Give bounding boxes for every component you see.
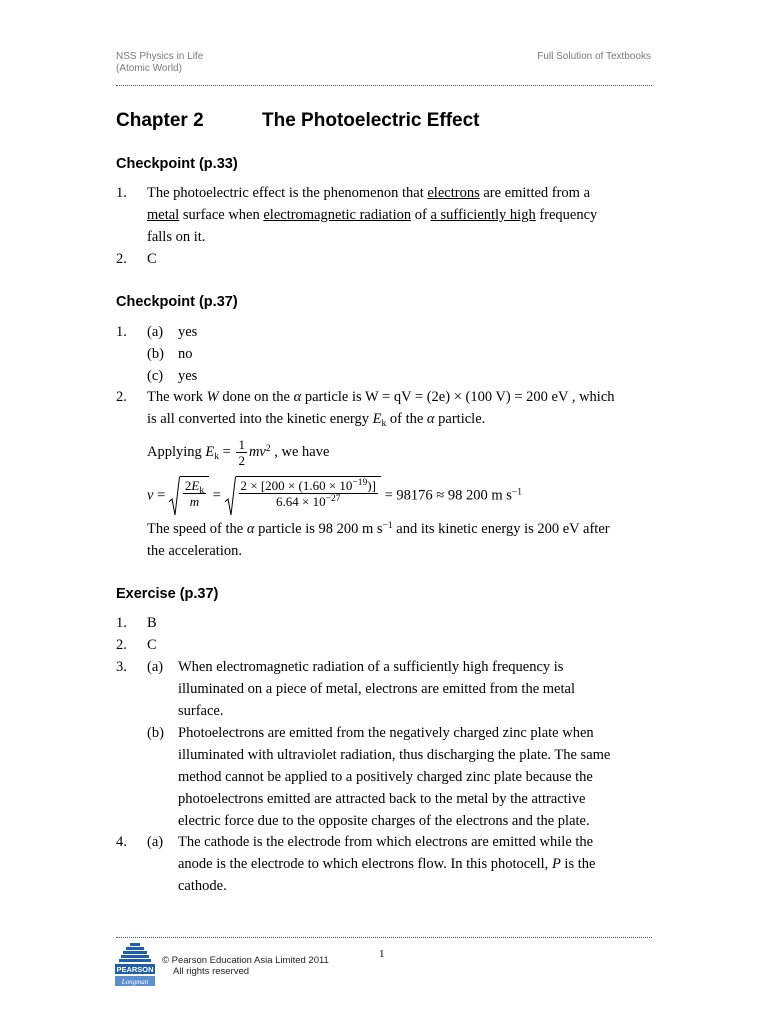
answer-line: illuminated with ultraviolet radiation, thus discharging the plate. The same xyxy=(178,747,611,763)
chapter-number: Chapter 2 xyxy=(116,110,204,131)
answer-line: method cannot be applied to a positively charged zinc plate because the xyxy=(178,769,593,785)
answer-line: When electromagnetic radiation of a sufficiently high frequency is xyxy=(178,659,564,675)
question-number: 1. xyxy=(116,615,127,631)
question-number: 2. xyxy=(116,637,127,653)
speed-equation: v = $\frac{2E_k}{m}$ = $\frac{2 \times [200 \times (1.60 \times 10^{-19})]}{6.64 \times 10^{-27}}$ = 98176 ≈ 98 200 m $s^{-1}$ xyxy=(147,476,522,516)
sub-label: (a) xyxy=(147,659,164,675)
header-book-title xyxy=(116,51,203,75)
answer-line: photoelectrons emitted are attracted back to the metal by the attractive xyxy=(178,791,586,807)
answer-text: yes xyxy=(178,368,198,384)
sub-label: (a) xyxy=(147,324,164,340)
section-title-checkpoint-33: Checkpoint (p.33) xyxy=(116,156,238,172)
answer-line: surface. xyxy=(178,703,224,719)
header-book-line2: (Atomic World) xyxy=(116,63,182,74)
sub-label: (a) xyxy=(147,834,164,850)
chapter-heading xyxy=(116,109,480,133)
footer-divider xyxy=(116,937,652,938)
answer-text: B xyxy=(147,615,157,631)
answer-line: Photoelectrons are emitted from the negatively charged zinc plate when xyxy=(178,725,594,741)
answer-line: the acceleration. xyxy=(147,543,242,559)
pearson-logo xyxy=(114,941,156,989)
answer-line: is all converted into the kinetic energy $E_k$ of the α particle. xyxy=(147,411,486,429)
section-title-exercise-37: Exercise (p.37) xyxy=(116,586,219,602)
answer-line: electric force due to the opposite charges of the electrons and the plate. xyxy=(178,813,590,829)
header-right-title: Full Solution of Textbooks xyxy=(537,51,651,62)
sqrt-symbol: $\frac{2E_k}{m}$ xyxy=(169,476,209,516)
sub-label: (b) xyxy=(147,725,164,741)
sub-label: (b) xyxy=(147,346,164,362)
sqrt-symbol: $\frac{2 \times [200 \times (1.60 \times 10^{-19})]}{6.64 \times 10^{-27}}$ xyxy=(225,476,381,516)
logo-subtext: Longman xyxy=(121,978,149,986)
half-fraction: $\frac{1}{2}$ xyxy=(238,437,245,468)
question-number: 2. xyxy=(116,251,127,267)
logo-wordmark: PEARSON xyxy=(116,965,154,974)
sub-label: (c) xyxy=(147,368,164,384)
footer-copyright: © Pearson Education Asia Limited 2011 xyxy=(162,955,329,966)
footer-rights: All rights reserved xyxy=(173,966,250,977)
question-number: 1. xyxy=(116,324,127,340)
answer-line: metal surface when electromagnetic radiation of a sufficiently high frequency xyxy=(147,207,598,223)
answer-line: illuminated on a piece of metal, electrons are emitted from the metal xyxy=(178,681,575,697)
answer-line: cathode. xyxy=(178,878,227,894)
chapter-title: The Photoelectric Effect xyxy=(262,110,480,131)
kinetic-energy-formula: Applying $E_k$ = $\frac{1}{2}$ $mv^2$ , we have xyxy=(147,437,330,468)
header-divider xyxy=(116,85,652,86)
answer-line: falls on it. xyxy=(147,229,206,245)
header-book-line1: NSS Physics in Life xyxy=(116,51,204,62)
answer-line: The speed of the α particle is 98 200 m $s^{-1}$ and its kinetic energy is 200 eV after xyxy=(147,521,610,537)
answer-text: yes xyxy=(178,324,198,340)
answer-text: no xyxy=(178,346,193,362)
question-number: 3. xyxy=(116,659,127,675)
footer-copyright-block xyxy=(162,955,329,977)
answer-line: anode is the electrode to which electrons flow. In this photocell, P is the xyxy=(178,856,596,872)
section-title-checkpoint-37: Checkpoint (p.37) xyxy=(116,294,238,310)
answer-line: The cathode is the electrode from which electrons are emitted while the xyxy=(178,834,594,850)
answer-text: C xyxy=(147,637,157,653)
question-number: 2. xyxy=(116,389,127,405)
answer-text: C xyxy=(147,251,157,267)
page-number: 1 xyxy=(379,948,385,960)
work-equation: W = qV = (2e) × (100 V) = 200 eV xyxy=(364,389,569,405)
answer-line: The photoelectric effect is the phenomenon that electrons are emitted from a xyxy=(147,185,591,201)
question-number: 4. xyxy=(116,834,127,850)
answer-line: The work W done on the α particle is W = qV = (2e) × (100 V) = 200 eV , which xyxy=(147,389,615,405)
question-number: 1. xyxy=(116,185,127,201)
